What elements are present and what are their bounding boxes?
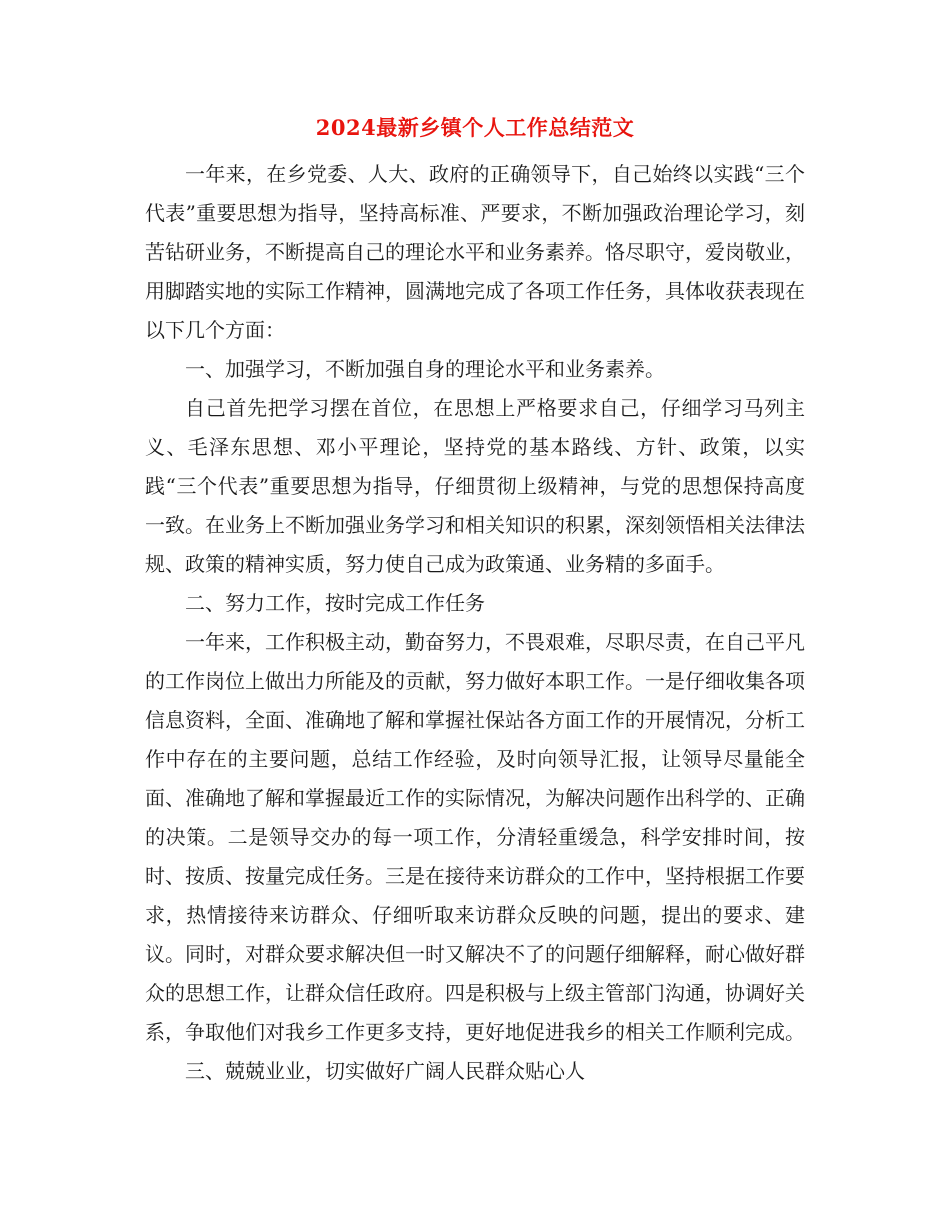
- paragraph-study: 自己首先把学习摆在首位，在思想上严格要求自己，仔细学习马列主义、毛泽东思想、邓小平理论，坚持党的基本路线、方针、政策，以实践“三个代表”重要思想为指导，仔细贯彻上级精神，与党的思想保持高度一致。在业务上不断加强业务学习和相关知识的积累，深刻领悟相关法律法规、政策的精神实质，努力使自己成为政策通、业务精的多面手。: [145, 396, 805, 576]
- section-heading-3: 三、兢兢业业，切实做好广阔人民群众贴心人: [185, 1059, 585, 1083]
- section-heading-1: 一、加强学习，不断加强自身的理论水平和业务素养。: [185, 357, 665, 381]
- document-body: [145, 155, 805, 1091]
- paragraph-work: 一年来，工作积极主动，勤奋努力，不畏艰难，尽职尽责，在自己平凡的工作岗位上做出力所能及的贡献，努力做好本职工作。一是仔细收集各项信息资料，全面、准确地了解和掌握社保站各方面工作的开展情况，分析工作中存在的主要问题，总结工作经验，及时向领导汇报，让领导尽量能全面、准确地了解和掌握最近工作的实际情况，为解决问题作出科学的、正确的决策。二是领导交办的每一项工作，分清轻重缓急，科学安排时间，按时、按质、按量完成任务。三是在接待来访群众的工作中，坚持根据工作要求，热情接待来访群众、仔细听取来访群众反映的问题，提出的要求、建议。同时，对群众要求解决但一时又解决不了的问题仔细解释，耐心做好群众的思想工作，让群众信任政府。四是积极与上级主管部门沟通，协调好关系，争取他们对我乡工作更多支持，更好地促进我乡的相关工作顺利完成。: [145, 630, 805, 1044]
- section-heading-2: 二、努力工作，按时完成工作任务: [185, 591, 485, 615]
- paragraph-intro: 一年来，在乡党委、人大、政府的正确领导下，自己始终以实践“三个代表”重要思想为指导，坚持高标准、严要求，不断加强政治理论学习，刻苦钻研业务，不断提高自己的理论水平和业务素养。恪尽职守，爱岗敬业，用脚踏实地的实际工作精神，圆满地完成了各项工作任务，具体收获表现在以下几个方面：: [145, 162, 805, 342]
- document-title: 2024最新乡镇个人工作总结范文: [315, 115, 635, 140]
